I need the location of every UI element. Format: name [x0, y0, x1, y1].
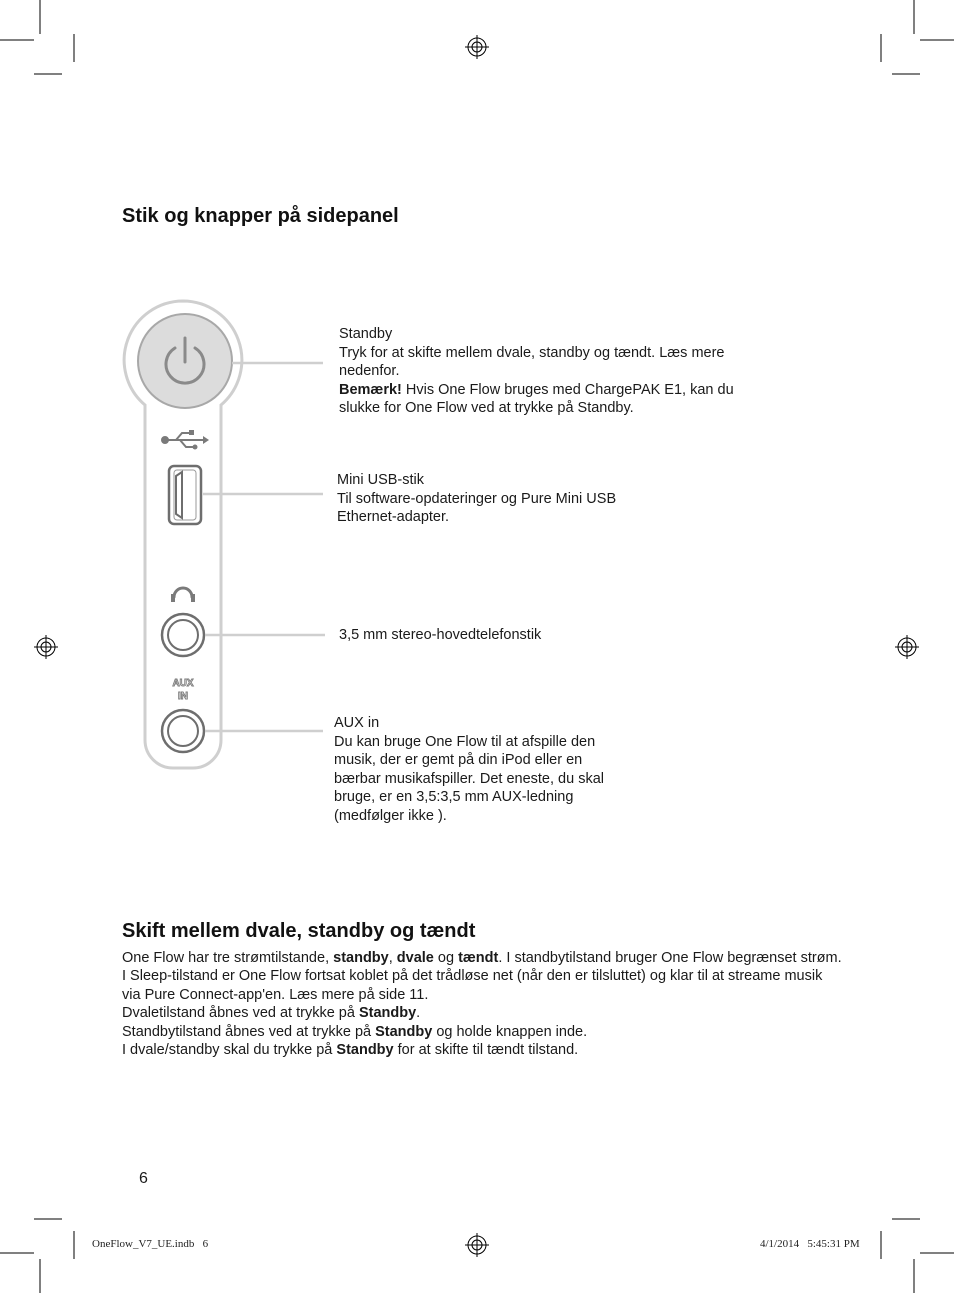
- bold-standby: Standby: [375, 1023, 433, 1040]
- text-run: Dvaletilstand åbnes ved at trykke på: [122, 1005, 359, 1022]
- aux-in-label-line1: AUX: [172, 678, 194, 689]
- registration-mark-top: [465, 35, 489, 59]
- callout-headphone-title: 3,5 mm stereo-hovedtelefonstik: [339, 627, 542, 643]
- text-run: og: [433, 950, 459, 966]
- text-run: ,: [388, 950, 397, 966]
- footer-timestamp: 4/1/2014 5:45:31 PM: [760, 1238, 860, 1250]
- text-run: . I standbytilstand bruger One Flow begrænset strøm. I Sleep-tilstand er One Flow fortsat koblet på det trådløse net (når den er tilsluttet) og klar til at streame musik via Pure Connect-app'en. Læs mere på side 11.: [122, 950, 842, 1003]
- power-modes-body: [122, 949, 842, 1059]
- text-run: Standbytilstand åbnes ved at trykke på: [122, 1023, 376, 1040]
- registration-mark-bottom: [465, 1233, 489, 1257]
- power-modes-paragraph-1: [122, 949, 842, 1004]
- footer-filename: OneFlow_V7_UE.indb 6: [92, 1238, 209, 1250]
- callout-usb-title: Mini USB-stik: [337, 472, 425, 488]
- text-run: .: [416, 1005, 421, 1022]
- callout-headphone: [339, 626, 659, 645]
- callout-standby-note-label: Bemærk!: [339, 381, 402, 398]
- bold-standby: standby: [333, 950, 389, 966]
- callout-standby: [339, 325, 759, 418]
- callout-aux-title: AUX in: [334, 715, 380, 731]
- headphone-jack: [162, 614, 204, 656]
- callout-standby-text: Tryk for at skifte mellem dvale, standby og tændt. Læs mere nedenfor.: [339, 344, 725, 379]
- registration-mark-right: [895, 635, 919, 659]
- bold-dvale: dvale: [396, 950, 434, 966]
- section-heading-power-modes: Skift mellem dvale, standby og tændt: [122, 920, 476, 942]
- text-run: og holde knappen inde.: [432, 1023, 588, 1040]
- power-modes-paragraph-2: [122, 1004, 842, 1022]
- text-run: I dvale/standby skal du trykke på: [122, 1042, 337, 1059]
- section-heading-sidepanel: Stik og knapper på sidepanel: [122, 205, 399, 227]
- callout-aux-text: Du kan bruge One Flow til at afspille den musik, der er gemt på din iPod eller en bærbar musikafspiller. Det eneste, du skal bruge, er en 3,5:3,5 mm AUX-ledning (medfølger ikke ).: [334, 733, 604, 824]
- page-number: 6: [139, 1170, 148, 1187]
- text-run: One Flow har tre strømtilstande,: [122, 950, 334, 966]
- power-modes-paragraph-3: [122, 1023, 842, 1041]
- callout-usb-text: Til software-opdateringer og Pure Mini USB Ethernet-adapter.: [337, 490, 617, 525]
- power-modes-paragraph-4: [122, 1041, 842, 1059]
- registration-mark-left: [34, 635, 58, 659]
- aux-jack: [162, 710, 204, 752]
- aux-in-label-line2: IN: [178, 691, 188, 702]
- bold-taendt: tændt: [458, 950, 499, 966]
- callout-standby-note-text: Hvis One Flow bruges med ChargePAK E1, kan du slukke for One Flow ved at trykke på Standby.: [339, 381, 734, 416]
- callout-usb: [337, 471, 647, 527]
- bold-standby: Standby: [336, 1042, 394, 1059]
- text-run: for at skifte til tændt tilstand.: [393, 1042, 579, 1059]
- mini-usb-port: [169, 466, 201, 524]
- callout-aux: [334, 714, 624, 825]
- standby-button: [138, 314, 232, 408]
- callout-standby-title: Standby: [339, 326, 393, 342]
- bold-standby: Standby: [358, 1005, 417, 1022]
